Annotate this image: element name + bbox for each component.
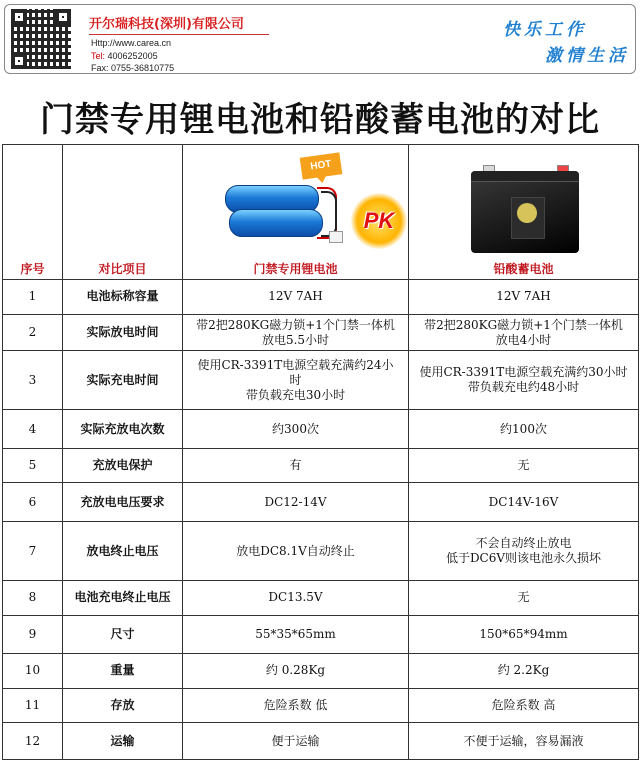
comparison-item: 存放 <box>63 688 183 723</box>
value-line: 约 2.2Kg <box>497 663 550 678</box>
lithium-value <box>183 522 409 581</box>
header-item: 对比项目 <box>63 145 183 280</box>
lithium-value <box>183 280 409 315</box>
value-line: 放电5.5小时 <box>261 332 330 347</box>
value-line: 带2把280KG磁力锁+1个门禁一体机 <box>424 317 623 332</box>
row-number: 11 <box>3 688 63 723</box>
table-row <box>3 654 639 689</box>
value-line: 危险系数 低 <box>263 698 328 713</box>
value-line: 危险系数 高 <box>491 698 556 713</box>
page-title: 门禁专用锂电池和铅酸蓄电池的对比 <box>40 100 600 140</box>
lithium-value <box>183 314 409 351</box>
table-row <box>3 581 639 616</box>
value-line: 无 <box>517 458 530 473</box>
lithium-value <box>183 615 409 654</box>
company-url: Http://www.carea.cn <box>91 38 172 48</box>
slogan-line-2: 激情生活 <box>545 46 629 66</box>
value-line: 带负载充电30小时 <box>245 387 346 402</box>
tel-value: 4006252005 <box>107 51 158 61</box>
comparison-item: 实际充电时间 <box>63 351 183 410</box>
lead-acid-value <box>409 688 639 723</box>
pk-badge: PK <box>351 193 407 249</box>
value-line: 不会自动终止放电 <box>475 536 572 551</box>
header-no: 序号 <box>3 145 63 280</box>
row-number: 1 <box>3 280 63 315</box>
value-line: DC13.5V <box>268 590 323 605</box>
value-line: 有 <box>289 458 302 473</box>
comparison-item: 放电终止电压 <box>63 522 183 581</box>
lead-acid-value <box>409 654 639 689</box>
comparison-item: 重量 <box>63 654 183 689</box>
comparison-item: 电池充电终止电压 <box>63 581 183 616</box>
row-number: 7 <box>3 522 63 581</box>
table-row <box>3 615 639 654</box>
row-number: 8 <box>3 581 63 616</box>
lithium-value <box>183 581 409 616</box>
value-line: 低于DC6V则该电池永久损坏 <box>445 551 602 566</box>
tel-label: Tel: <box>91 51 106 61</box>
value-line: 使用CR-3391T电源空载充满约30小时 <box>419 365 628 380</box>
value-line: 约300次 <box>272 421 319 436</box>
row-number: 6 <box>3 483 63 522</box>
table-row <box>3 483 639 522</box>
company-name: 开尔瑞科技(深圳)有限公司 <box>89 17 244 32</box>
value-line: 150*65*94mm <box>479 626 568 641</box>
table-row <box>3 280 639 315</box>
value-line: 12V 7AH <box>268 289 323 304</box>
comparison-table <box>2 144 639 760</box>
header-lithium <box>183 145 409 280</box>
row-number: 3 <box>3 351 63 410</box>
header-divider <box>89 34 269 35</box>
comparison-item: 电池标称容量 <box>63 280 183 315</box>
qr-code-icon <box>11 9 71 69</box>
value-line: 使用CR-3391T电源空载充满约24小 <box>197 357 394 372</box>
lead-acid-value <box>409 410 639 449</box>
row-number: 10 <box>3 654 63 689</box>
table-row <box>3 688 639 723</box>
lead-acid-value <box>409 581 639 616</box>
header-lithium-label: 门禁专用锂电池 <box>253 262 338 277</box>
value-line: 便于运输 <box>271 733 320 748</box>
hot-badge: HOT <box>300 153 343 180</box>
row-number: 2 <box>3 314 63 351</box>
value-line: DC14V-16V <box>488 494 559 509</box>
comparison-item: 运输 <box>63 723 183 760</box>
lead-acid-value <box>409 448 639 483</box>
lead-acid-value <box>409 522 639 581</box>
company-header <box>4 4 636 74</box>
comparison-item: 实际充放电次数 <box>63 410 183 449</box>
comparison-item: 充放电电压要求 <box>63 483 183 522</box>
comparison-item: 尺寸 <box>63 615 183 654</box>
value-line: 55*35*65mm <box>255 626 336 641</box>
lithium-value <box>183 448 409 483</box>
fax-label: Fax: <box>91 63 109 73</box>
value-line: 不便于运输，容易漏液 <box>463 733 584 748</box>
lead-acid-battery-icon <box>471 171 579 253</box>
company-tel <box>91 51 158 61</box>
row-number: 9 <box>3 615 63 654</box>
table-row <box>3 448 639 483</box>
table-header-row <box>3 145 639 280</box>
comparison-item: 充放电保护 <box>63 448 183 483</box>
lead-acid-value <box>409 615 639 654</box>
value-line: 12V 7AH <box>496 289 551 304</box>
lead-acid-value <box>409 483 639 522</box>
comparison-item: 实际放电时间 <box>63 314 183 351</box>
row-number: 12 <box>3 723 63 760</box>
value-line: 放电4小时 <box>495 332 552 347</box>
value-line: 带2把280KG磁力锁+1个门禁一体机 <box>196 317 395 332</box>
value-line: 时 <box>289 372 302 387</box>
company-fax <box>91 63 174 73</box>
value-line: 带负载充电约48小时 <box>467 380 580 395</box>
header-lead-acid-label: 铅酸蓄电池 <box>493 262 554 277</box>
value-line: 约 0.28Kg <box>265 663 326 678</box>
lithium-battery-icon <box>225 177 321 243</box>
lithium-value <box>183 688 409 723</box>
lithium-value <box>183 483 409 522</box>
value-line: 无 <box>517 590 530 605</box>
value-line: DC12-14V <box>264 494 327 509</box>
row-number: 4 <box>3 410 63 449</box>
table-row <box>3 351 639 410</box>
lithium-value <box>183 351 409 410</box>
lead-acid-value <box>409 351 639 410</box>
table-row <box>3 410 639 449</box>
lithium-value <box>183 410 409 449</box>
value-line: 放电DC8.1V自动终止 <box>236 543 355 558</box>
lead-acid-value <box>409 723 639 760</box>
table-row <box>3 723 639 760</box>
slogan-line-1: 快乐工作 <box>503 20 587 40</box>
table-row <box>3 314 639 351</box>
header-lead-acid <box>409 145 639 280</box>
lead-acid-value <box>409 280 639 315</box>
row-number: 5 <box>3 448 63 483</box>
table-row <box>3 522 639 581</box>
lead-acid-value <box>409 314 639 351</box>
fax-value: 0755-36810775 <box>111 63 175 73</box>
value-line: 约100次 <box>500 421 547 436</box>
lithium-value <box>183 654 409 689</box>
lithium-value <box>183 723 409 760</box>
